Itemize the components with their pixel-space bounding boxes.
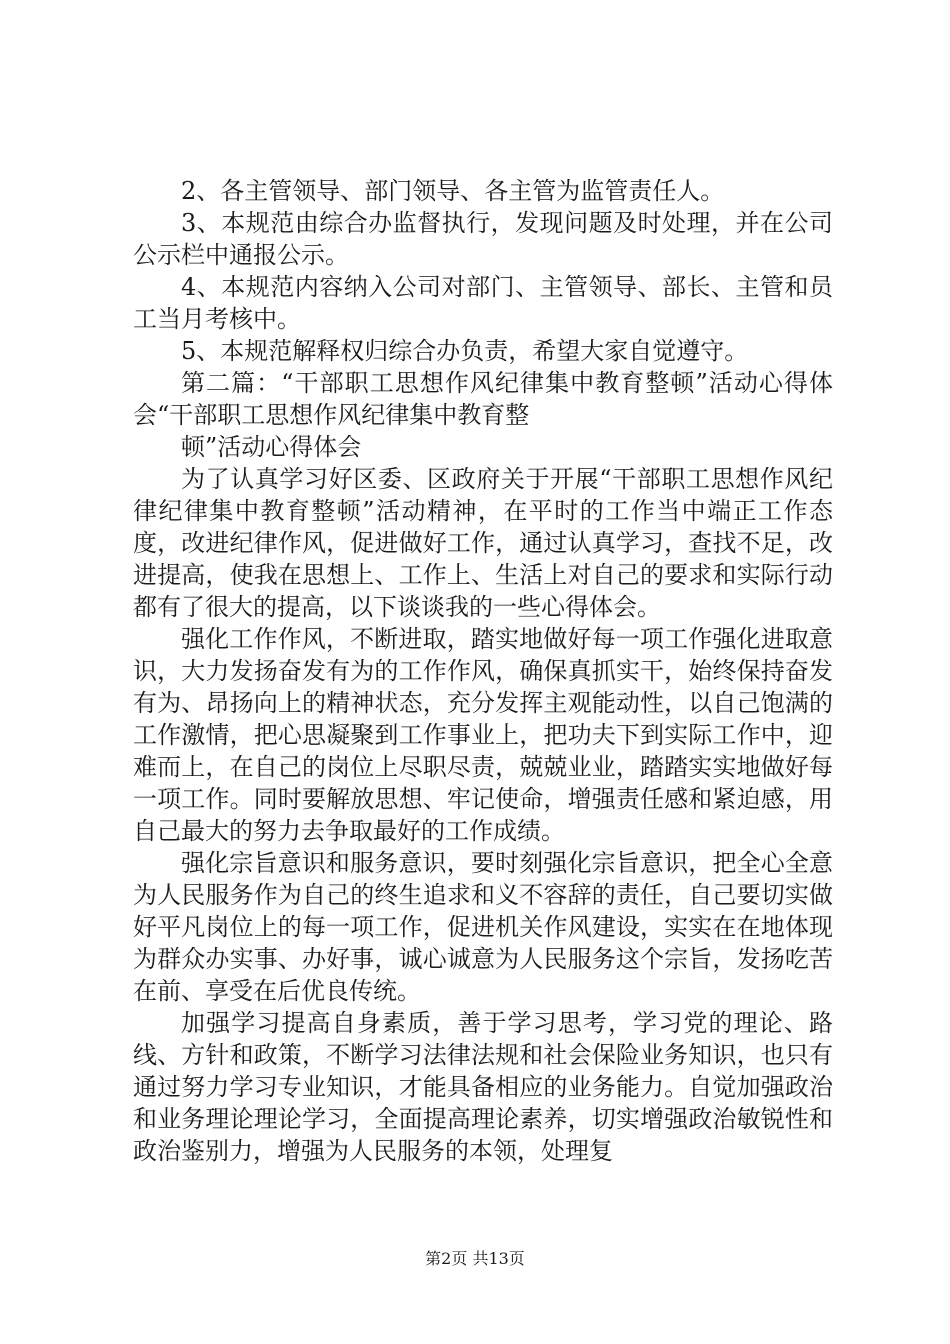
study-paragraph: 加强学习提高自身素质，善于学习思考，学习党的理论、路线、方针和政策，不断学习法律法规和社会保险业务知识，也只有通过努力学习专业知识，才能具备相应的业务能力。自觉加强政治和业务理论理论学习，全面提高理论素养，切实增强政治敏锐性和政治鉴别力，增强为人民服务的本领，处理复 (133, 1009, 833, 1165)
work-style-paragraph: 强化工作作风，不断进取，踏实地做好每一项工作强化进取意识，大力发扬奋发有为的工作作风，确保真抓实干，始终保持奋发有为、昂扬向上的精神状态，充分发挥主观能动性，以自己饱满的工作激情，把心思凝聚到工作事业上，把功夫下到实际工作中，迎难而上，在自己的岗位上尽职尽责，兢兢业业，踏踏实实地做好每一项工作。同时要解放思想、牢记使命，增强责任感和紧迫感，用自己最大的努力去争取最好的工作成绩。 (133, 625, 833, 845)
paragraph-item-5: 5、本规范解释权归综合办负责，希望大家自觉遵守。 (181, 337, 749, 365)
document-body (133, 175, 833, 1167)
paragraph-item-3: 3、本规范由综合办监督执行，发现问题及时处理，并在公司公示栏中通报公示。 (133, 209, 833, 269)
section-heading: 第二篇：“干部职工思想作风纪律集中教育整顿”活动心得体会“干部职工思想作风纪律集中教育整 (133, 369, 833, 429)
intro-paragraph: 为了认真学习好区委、区政府关于开展“干部职工思想作风纪律纪律集中教育整顿”活动精神，在平时的工作当中端正工作态度，改进纪律作风，促进做好工作，通过认真学习，查找不足，改进提高，使我在思想上、工作上、生活上对自己的要求和实际行动都有了很大的提高，以下谈谈我的一些心得体会。 (133, 465, 833, 621)
page-number-footer: 第2页 共13页 (425, 1249, 525, 1268)
service-awareness-paragraph: 强化宗旨意识和服务意识，要时刻强化宗旨意识，把全心全意为人民服务作为自己的终生追求和义不容辞的责任，自己要切实做好平凡岗位上的每一项工作，促进机关作风建设，实实在在地体现为群众办实事、办好事，诚心诚意为人民服务这个宗旨，发扬吃苦在前、享受在后优良传统。 (133, 849, 833, 1005)
paragraph-item-4: 4、本规范内容纳入公司对部门、主管领导、部长、主管和员工当月考核中。 (133, 273, 833, 333)
section-heading-continuation: 顿”活动心得体会 (181, 433, 362, 461)
paragraph-item-2: 2、各主管领导、部门领导、各主管为监管责任人。 (181, 177, 725, 205)
